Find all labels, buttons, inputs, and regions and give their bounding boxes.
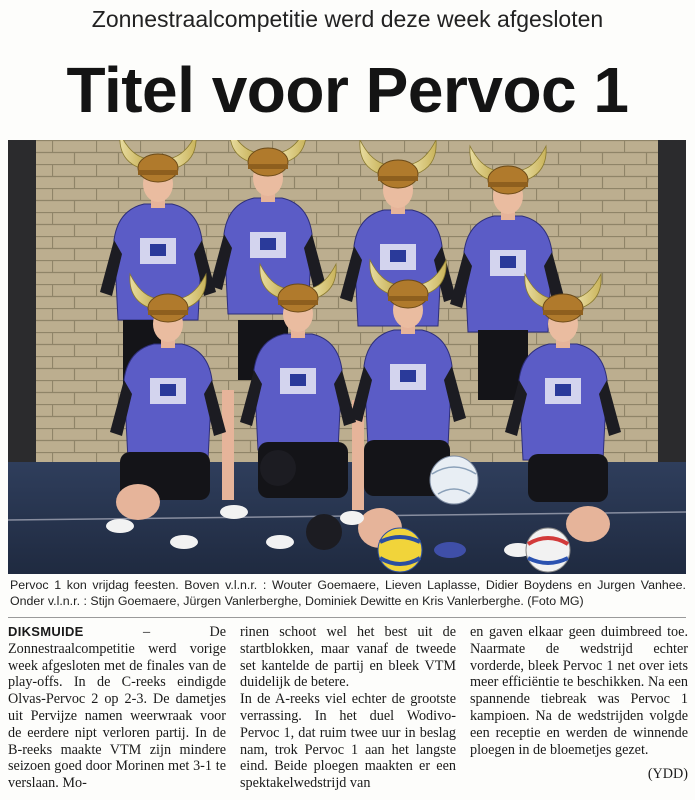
dateline: DIKSMUIDE bbox=[8, 624, 84, 639]
body-column-3 bbox=[470, 624, 688, 783]
photo-caption: Pervoc 1 kon vrijdag feesten. Boven v.l.n.r. : Wouter Goemaere, Lieven Laplasse, Didier Boydens en Jurgen Vanhee. Onder v.l.n.r. : Stijn Goemaere, Jürgen Vanlerberghe, Dominiek Dewitte en Kris Vanlerberghe. (Foto MG) bbox=[10, 578, 686, 608]
article-kicker: Zonnestraalcompetitie werd deze week afgesloten bbox=[91, 6, 604, 32]
article-headline: Titel voor Pervoc 1 bbox=[66, 54, 629, 126]
team-photo bbox=[8, 140, 686, 574]
body-paragraph-2a: rinen schoot wel het best uit de startblokken, maar vanaf de tweede set kantelde de partij en bleek VTM duidelijk de betere. bbox=[240, 624, 456, 691]
body-paragraph-2b: In de A-reeks viel echter de grootste verrassing. In het duel Wodivo-Pervoc 1, dat ruim twee uur in beslag nam, trok Pervoc 1 aan het langste eind. Beide ploegen maakten er een spektakelwedstrijd van bbox=[240, 691, 456, 792]
body-column-2 bbox=[240, 624, 456, 792]
body-paragraph-3: en gaven elkaar geen duimbreed toe. Naarmate de wedstrijd echter vorderde, bleek Pervoc 1 net over iets meer efficiëntie te beschikken. Na een spannende tiebreak was Pervoc 1 kampioen. Na de wedstrijden volgde een receptie en werden de winnende ploegen in de bloemetjes gezet. bbox=[470, 624, 688, 758]
body-column-1 bbox=[8, 624, 226, 792]
caption-divider bbox=[8, 617, 686, 618]
byline: (YDD) bbox=[647, 766, 688, 783]
body-text-1: – De Zonnestraalcompetitie werd vorige week afgesloten met de finales van de play-offs. In de C-reeks eindigde Olvas-Pervoc 2 op 2-3. De dametjes uit Pervijze namen weerwraak voor de eerdere nipt verloren partij. In de B-reeks maakte VTM zijn mindere seizoen goed door Morinen met 3-1 te verslaan. Mo- bbox=[8, 624, 226, 792]
